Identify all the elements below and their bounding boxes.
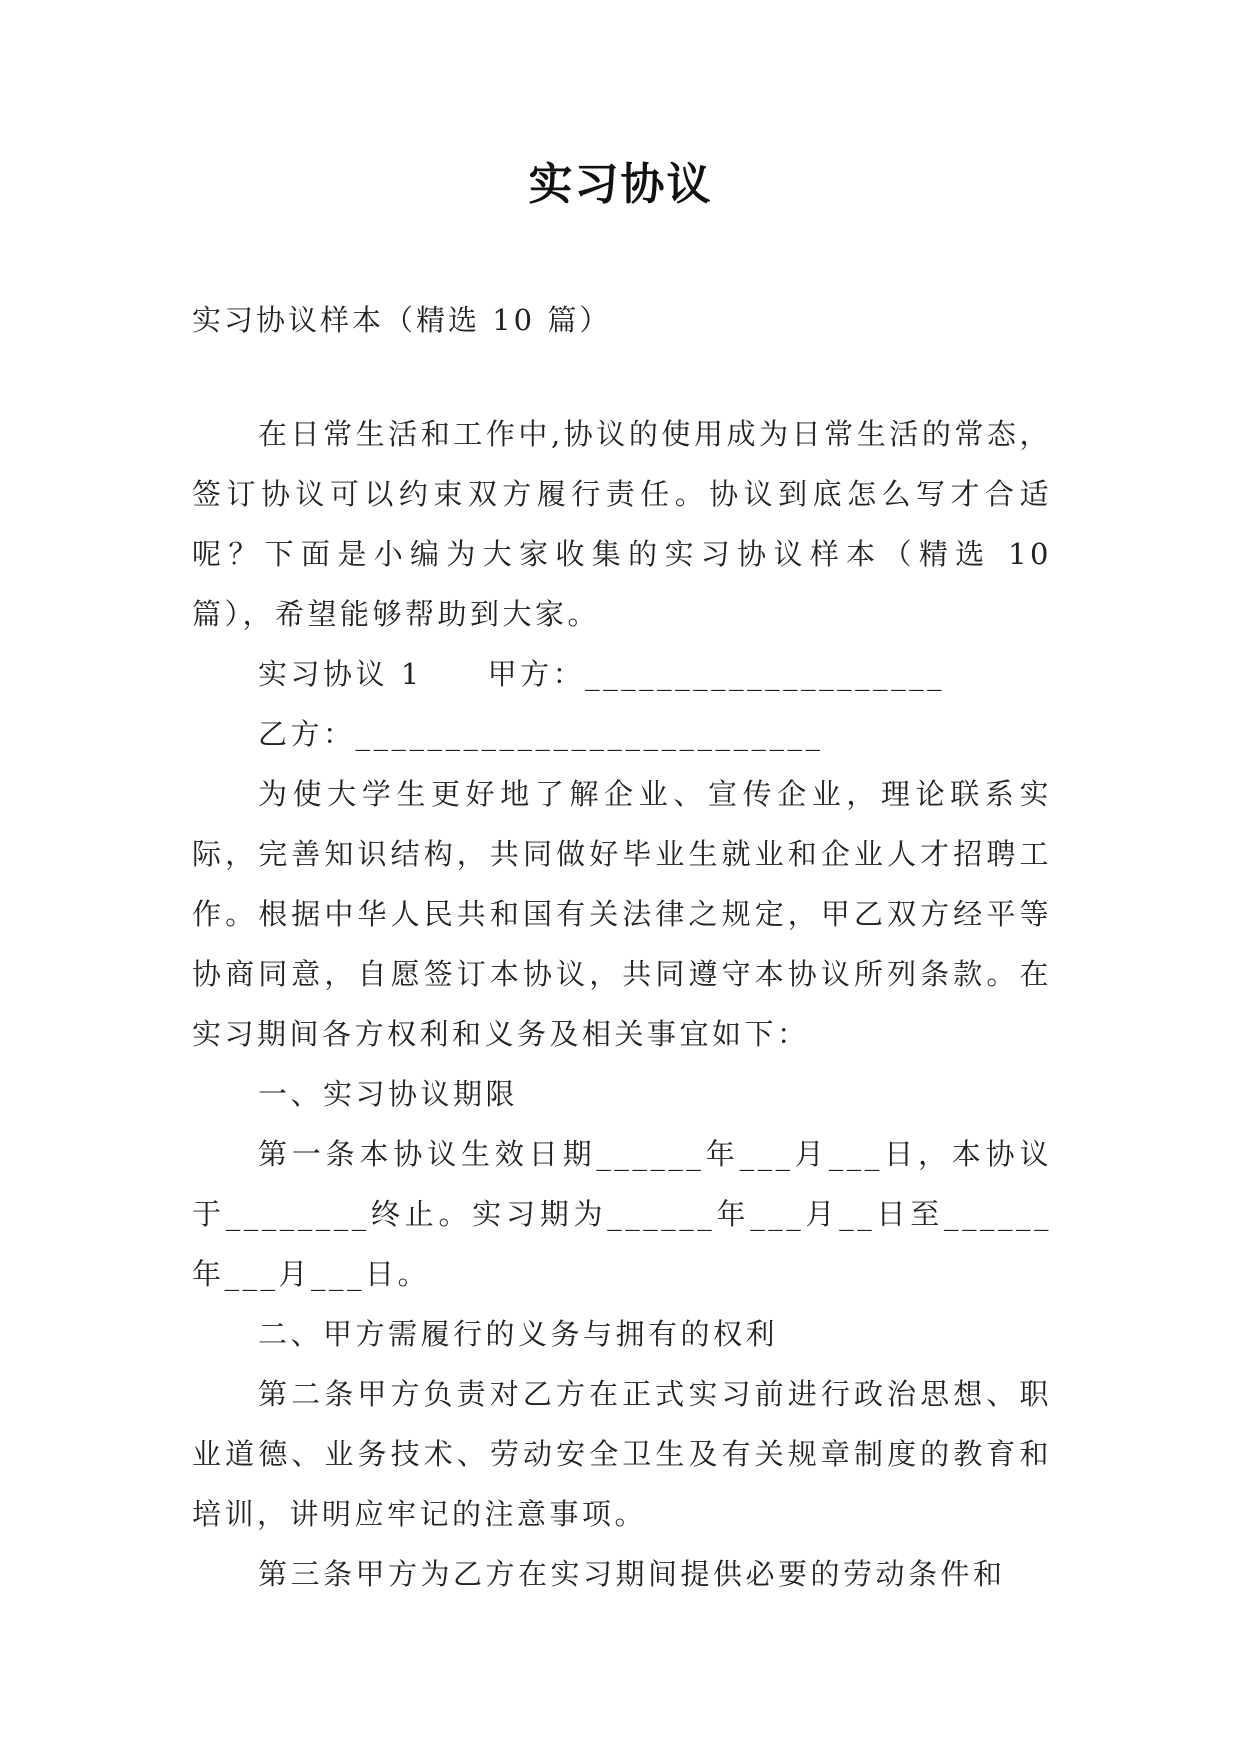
document-title: 实习协议 xyxy=(528,159,713,210)
section-heading-term: 一、实习协议期限 xyxy=(258,1077,519,1111)
article-2-paragraph: 第二条甲方负责对乙方在正式实习前进行政治思想、职业道德、业务技术、劳动安全卫生及有关规章制度的教育和培训，讲明应牢记的注意事项。 xyxy=(192,1377,1052,1531)
party-b-line: 乙方：__________________________ xyxy=(258,717,824,751)
purpose-paragraph: 为使大学生更好地了解企业、宣传企业，理论联系实际，完善知识结构，共同做好毕业生就业和企业人才招聘工作。根据中华人民共和国有关法律之规定，甲乙双方经平等协商同意，自愿签订本协议，共同遵守本协议所列条款。在实习期间各方权利和义务及相关事宜如下： xyxy=(192,777,1052,1051)
section-heading-party-a-duties: 二、甲方需履行的义务与拥有的权利 xyxy=(258,1317,779,1351)
article-3-paragraph: 第三条甲方为乙方在实习期间提供必要的劳动条件和 xyxy=(258,1557,1006,1591)
intro-paragraph: 在日常生活和工作中,协议的使用成为日常生活的常态，签订协议可以约束双方履行责任。协议到底怎么写才合适呢？下面是小编为大家收集的实习协议样本（精选 10 篇），希望能够帮助到大家。 xyxy=(192,417,1065,631)
article-1-paragraph: 第一条本协议生效日期______年___月___日，本协议于________终止。实习期为______年___月__日至______年___月___日。 xyxy=(192,1137,1052,1291)
document-body xyxy=(192,404,1065,1604)
document-subtitle: 实习协议样本（精选 10 篇） xyxy=(192,303,612,337)
party-a-line: 实习协议 1 甲方：____________________ xyxy=(258,657,946,691)
